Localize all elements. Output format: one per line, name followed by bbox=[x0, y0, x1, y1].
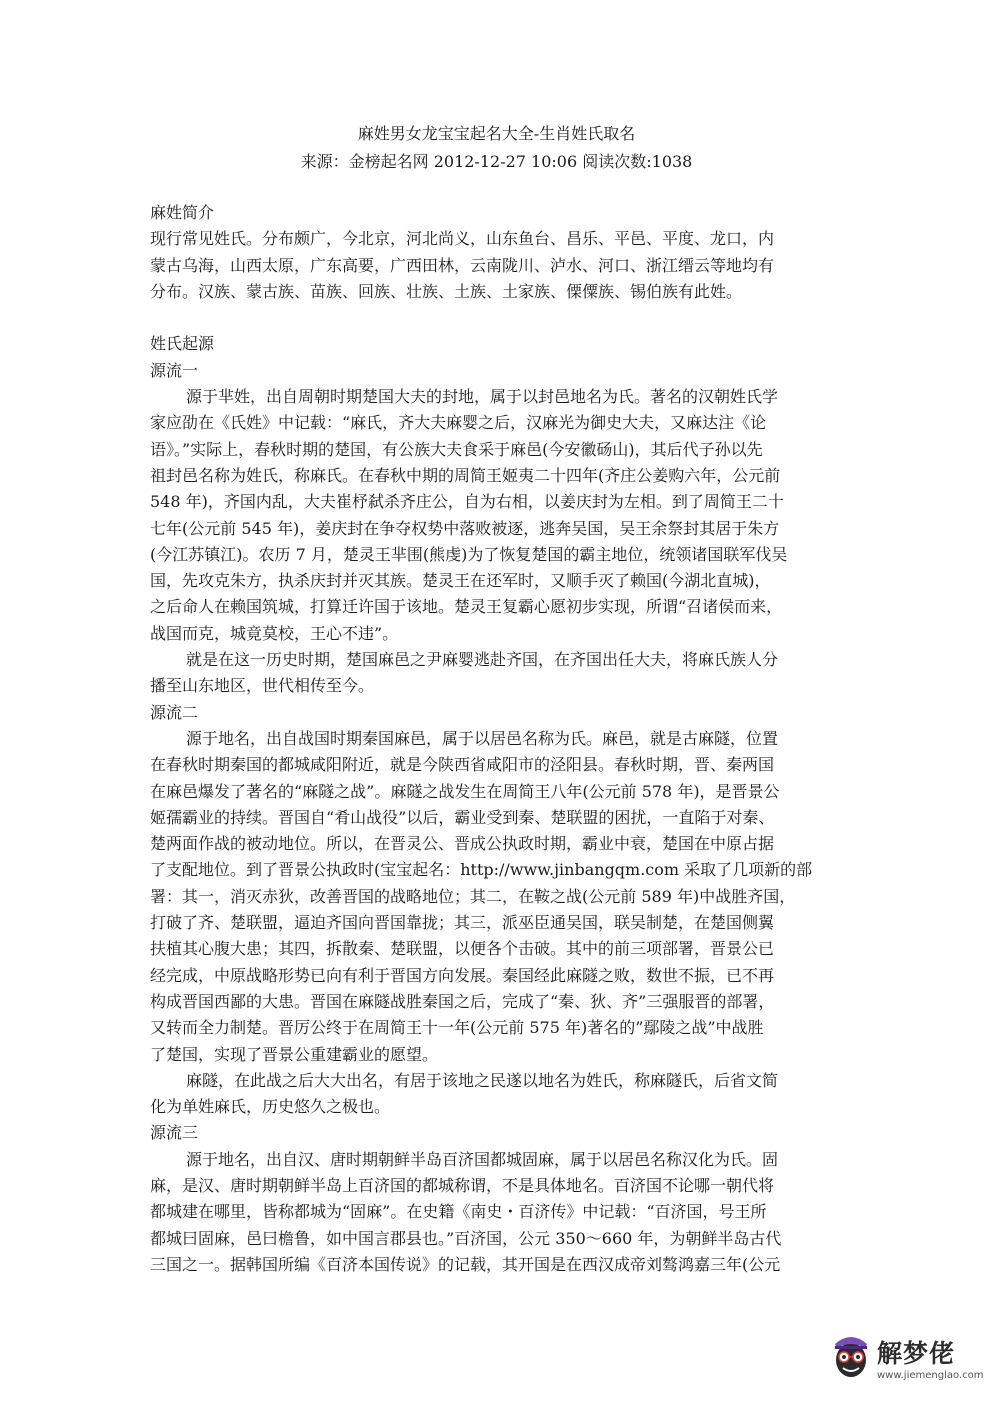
site-watermark bbox=[829, 1330, 984, 1390]
page-title: 麻姓男女龙宝宝起名大全-生肖姓氏取名 bbox=[357, 124, 636, 143]
text-line: 家应劭在《氏姓》中记载：“麻氏，齐大夫麻婴之后，汉麻光为御史大夫，又麻达注《论 bbox=[150, 413, 767, 433]
text-line: 经完成，中原战略形势已向有利于晋国方向发展。秦国经此麻隧之败，数世不振，已不再 bbox=[150, 965, 775, 985]
text-line: 构成晋国西鄙的大患。晋国在麻隧战胜秦国之后，完成了“秦、狄、齐”三强服晋的部署， bbox=[150, 991, 775, 1011]
text-line: 扶植其心腹大患；其四，拆散秦、楚联盟，以便各个击破。其中的前三项部署，晋景公已 bbox=[150, 939, 775, 959]
face-with-glasses-logo-icon bbox=[829, 1330, 873, 1380]
text-line: 在麻邑爆发了著名的“麻隧之战”。麻隧之战发生在周简王八年(公元前 578 年)，是晋景公 bbox=[150, 781, 780, 801]
text-line: 楚两面作战的被动地位。所以，在晋灵公、晋成公执政时期，霸业中衰，楚国在中原占据 bbox=[150, 834, 775, 854]
text-line: 了支配地位。到了晋景公执政时(宝宝起名：http://www.jinbangqm.com 采取了几项新的部 bbox=[150, 860, 813, 880]
source3-paragraph-1 bbox=[150, 1147, 850, 1278]
text-line: 语》。”实际上，春秋时期的楚国，有公族大夫食采于麻邑(今安徽砀山)，其后代子孙以先 bbox=[150, 439, 763, 459]
text-line: 播至山东地区，世代相传至今。 bbox=[150, 676, 375, 696]
source1-heading: 源流一 bbox=[150, 360, 199, 380]
text-line: 在春秋时期秦国的都城咸阳附近，就是今陕西省咸阳市的泾阳县。春秋时期，晋、秦两国 bbox=[150, 755, 775, 775]
text-line: 麻隧，在此战之后大大出名，有居于该地之民遂以地名为姓氏，称麻隧氏，后省文简 bbox=[186, 1070, 779, 1090]
text-line: 都城曰固麻，邑曰檐鲁，如中国言郡县也。”百济国，公元 350～660 年，为朝鲜半岛古代 bbox=[150, 1228, 782, 1248]
text-line: 麻，是汉、唐时期朝鲜半岛上百济国的都城称谓，不是具体地名。百济国不论哪一朝代将 bbox=[150, 1175, 775, 1195]
text-line: 又转而全力制楚。晋厉公终于在周简王十一年(公元前 575 年)著名的”鄢陵之战”中战胜 bbox=[150, 1018, 764, 1038]
text-line: 姬孺霸业的持续。晋国自“肴山战役”以后，霸业受到秦、楚联盟的困扰，一直陷于对秦、 bbox=[150, 807, 775, 827]
text-line: 七年(公元前 545 年)，姜庆封在争夺权势中落败被逐，逃奔吴国，吴王余祭封其居于朱方 bbox=[150, 518, 780, 538]
source2-paragraph-2 bbox=[150, 1068, 850, 1121]
origin-heading: 姓氏起源 bbox=[150, 334, 215, 354]
text-line: 了楚国，实现了晋景公重建霸业的愿望。 bbox=[150, 1044, 439, 1064]
source3-heading: 源流三 bbox=[150, 1123, 199, 1143]
source1-paragraph-2 bbox=[150, 647, 850, 700]
text-line: 打破了齐、楚联盟，逼迫齐国向晋国靠拢；其三，派巫臣通吴国，联吴制楚，在楚国侧翼 bbox=[150, 913, 775, 933]
text-line: (今江苏镇江)。农历 7 月，楚灵王芈围(熊虔)为了恢复楚国的霸主地位，统领诸国联军伐吴 bbox=[150, 544, 788, 564]
text-line: 源于地名，出自汉、唐时期朝鲜半岛百济国都城固麻，属于以居邑名称汉化为氏。固 bbox=[186, 1149, 779, 1169]
text-line: 548 年)，齐国内乱，大夫崔杼弑杀齐庄公，自为右相，以姜庆封为左相。到了周简王二十 bbox=[150, 492, 784, 512]
source2-paragraph-1 bbox=[150, 726, 850, 1068]
text-line: 就是在这一历史时期，楚国麻邑之尹麻婴逃赴齐国，在齐国出任大夫，将麻氏族人分 bbox=[186, 650, 779, 670]
watermark-name: 解梦佬 bbox=[877, 1339, 956, 1368]
text-line: 三国之一。据韩国所编《百济本国传说》的记载，其开国是在西汉成帝刘骜鸿嘉三年(公元 bbox=[150, 1254, 781, 1274]
text-line: 祖封邑名称为姓氏，称麻氏。在春秋中期的周简王姬夷二十四年(齐庄公姜购六年，公元前 bbox=[150, 465, 781, 485]
source2-heading: 源流二 bbox=[150, 702, 199, 722]
text-line: 战国而克，城竟莫校，王心不违”。 bbox=[150, 623, 399, 643]
blank-line bbox=[150, 305, 850, 331]
text-line: 分布。汉族、蒙古族、苗族、回族、壮族、土族、土家族、傈僳族、锡伯族有此姓。 bbox=[150, 281, 743, 301]
intro-paragraph bbox=[150, 226, 850, 305]
text-line: 源于地名，出自战国时期秦国麻邑，属于以居邑名称为氏。麻邑，就是古麻隧，位置 bbox=[186, 728, 779, 748]
text-line: 都城建在哪里，皆称都城为“固麻”。在史籍《南史・百济传》中记载：“百济国，号王所 bbox=[150, 1202, 767, 1222]
text-line: 源于芈姓，出自周朝时期楚国大夫的封地，属于以封邑地名为氏。著名的汉朝姓氏学 bbox=[186, 387, 779, 407]
intro-heading: 麻姓简介 bbox=[150, 203, 215, 222]
text-line: 现行常见姓氏。分布颇广，今北京，河北尚义，山东鱼台、昌乐、平邑、平度、龙口，内 bbox=[150, 229, 775, 249]
text-line: 国，先攻克朱方，执杀庆封并灭其族。楚灵王在还军时，又顺手灭了赖国(今湖北直城)， bbox=[150, 571, 771, 591]
text-line: 蒙古乌海，山西太原，广东高要，广西田林，云南陇川、泸水、河口、浙江缙云等地均有 bbox=[150, 255, 775, 275]
article-body bbox=[150, 200, 850, 1278]
source-info: 来源：金榜起名网 2012-12-27 10:06 阅读次数:1038 bbox=[300, 152, 693, 171]
title-block bbox=[0, 120, 993, 176]
text-line: 之后命人在赖国筑城，打算迁许国于该地。楚灵王复霸心愿初步实现，所谓“召诸侯而来， bbox=[150, 597, 783, 617]
watermark-url: www.jiemenglao.com bbox=[877, 1370, 984, 1381]
source1-paragraph-1 bbox=[150, 384, 850, 647]
text-line: 署：其一，消灭赤狄，改善晋国的战略地位；其二，在鞍之战(公元前 589 年)中战胜齐国， bbox=[150, 886, 796, 906]
text-line: 化为单姓麻氏，历史悠久之极也。 bbox=[150, 1097, 391, 1117]
